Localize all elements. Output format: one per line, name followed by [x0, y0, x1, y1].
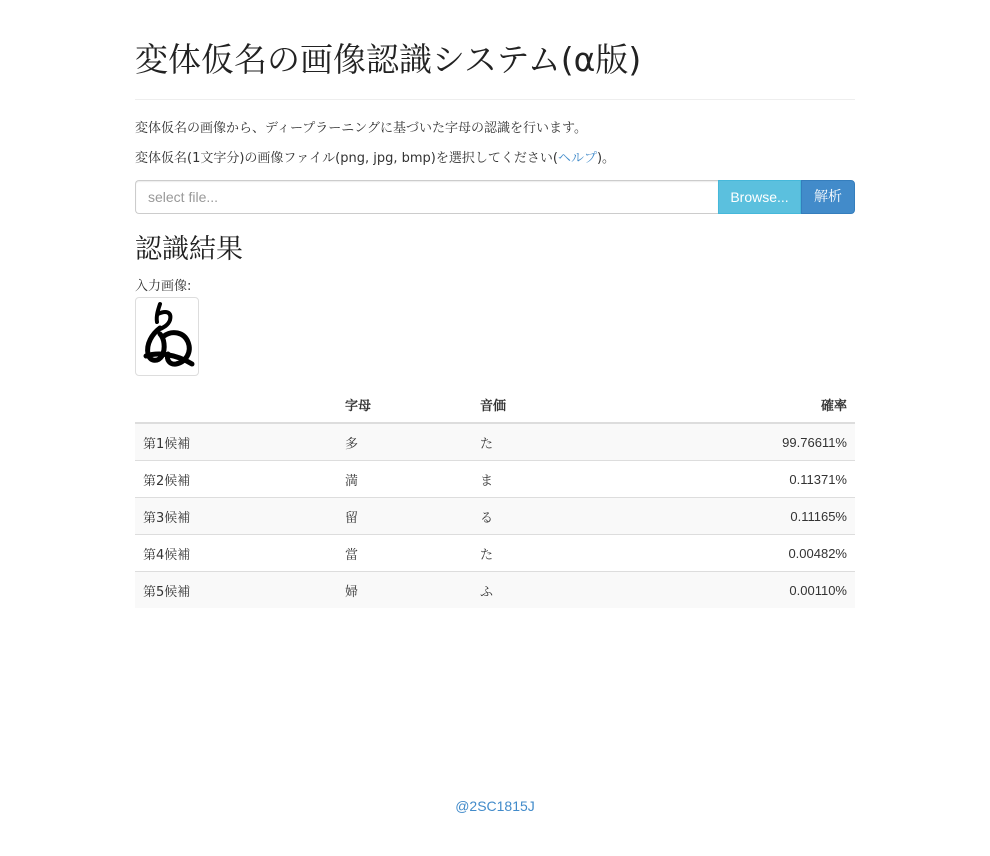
- cell-onka: ま: [472, 461, 638, 498]
- cell-rank: 第2候補: [135, 461, 337, 498]
- cell-probability: 0.00110%: [638, 572, 855, 609]
- cell-probability: 0.11165%: [638, 498, 855, 535]
- cell-probability: 0.00482%: [638, 535, 855, 572]
- cell-onka: た: [472, 423, 638, 461]
- cell-probability: 99.76611%: [638, 423, 855, 461]
- cell-rank: 第3候補: [135, 498, 337, 535]
- input-image-thumbnail: [135, 297, 199, 376]
- cell-jibo: 婦: [337, 572, 472, 609]
- cell-probability: 0.11371%: [638, 461, 855, 498]
- cell-onka: た: [472, 535, 638, 572]
- cell-onka: ふ: [472, 572, 638, 609]
- results-table: [135, 386, 855, 608]
- cell-jibo: 當: [337, 535, 472, 572]
- file-upload-group: [135, 180, 855, 214]
- file-path-input[interactable]: [135, 180, 718, 214]
- results-heading: 認識結果: [135, 234, 243, 265]
- cell-jibo: 満: [337, 461, 472, 498]
- cell-jibo: 多: [337, 423, 472, 461]
- table-header-row: [135, 386, 855, 423]
- cell-rank: 第5候補: [135, 572, 337, 609]
- footer: [0, 797, 990, 816]
- analyze-button[interactable]: 解析: [801, 180, 855, 214]
- cell-onka: る: [472, 498, 638, 535]
- instruction-text-after: )。: [596, 151, 616, 166]
- table-row: [135, 498, 855, 535]
- page-title: 変体仮名の画像認識システム(α版): [135, 40, 642, 79]
- intro-description: 変体仮名の画像から、ディープラーニングに基づいた字母の認識を行います。: [135, 121, 588, 136]
- instruction-text-before: 変体仮名(1文字分)の画像ファイル(png, jpg, bmp)を選択してください(: [135, 151, 558, 166]
- handwritten-character-image: [136, 298, 198, 375]
- cell-jibo: 留: [337, 498, 472, 535]
- cell-rank: 第1候補: [135, 423, 337, 461]
- column-header-rank: [135, 386, 337, 423]
- title-divider: [135, 99, 855, 100]
- upload-instruction: [135, 150, 615, 168]
- column-header-onka: 音価: [472, 386, 638, 423]
- table-row: [135, 572, 855, 609]
- browse-button[interactable]: Browse...: [718, 180, 801, 214]
- column-header-probability: 確率: [638, 386, 855, 423]
- table-row: [135, 535, 855, 572]
- table-row: [135, 423, 855, 461]
- author-link[interactable]: @2SC1815J: [455, 798, 535, 814]
- table-row: [135, 461, 855, 498]
- input-image-label: 入力画像:: [135, 279, 192, 294]
- column-header-jibo: 字母: [337, 386, 472, 423]
- help-link[interactable]: ヘルプ: [557, 151, 597, 166]
- cell-rank: 第4候補: [135, 535, 337, 572]
